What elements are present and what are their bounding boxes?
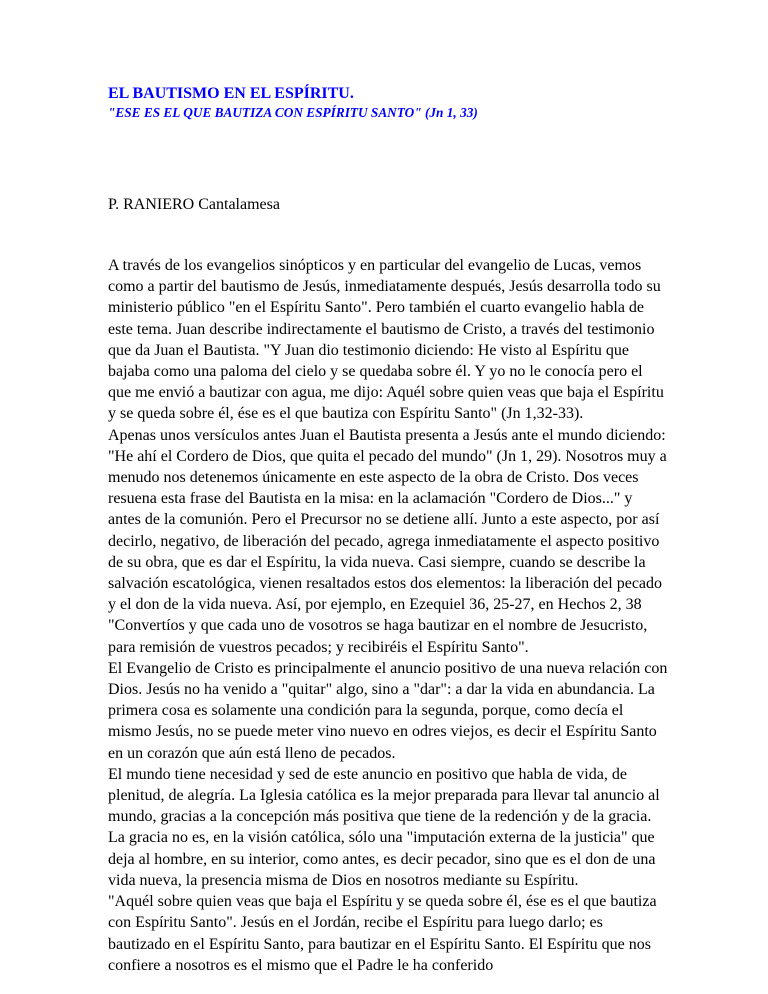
document-body xyxy=(108,255,668,976)
document-subtitle: "ESE ES EL QUE BAUTIZA CON ESPÍRITU SANTO" (Jn 1, 33) xyxy=(108,105,478,120)
document-title: EL BAUTISMO EN EL ESPÍRITU. xyxy=(108,85,354,102)
paragraph: "Aquél sobre quien veas que baja el Espíritu y se queda sobre él, ése es el que bautiza con Espíritu Santo". Jesús en el Jordán, recibe el Espíritu para luego darlo; es bautizado en el Espíritu Santo, para bautizar en el Espíritu Santo. El Espíritu que nos confiere a nosotros es el mismo que el Padre le ha conferido xyxy=(108,893,657,974)
document-page xyxy=(108,84,668,974)
paragraph: El mundo tiene necesidad y sed de este anuncio en positivo que habla de vida, de plenitud, de alegría. La Iglesia católica es la mejor preparada para llevar tal anuncio al mundo, gracias a la concepción más positiva que tiene de la redención y de la gracia. La gracia no es, en la visión católica, sólo una "imputación externa de la justicia" que deja al hombre, en su interior, como antes, es decir pecador, sino que es el don de una vida nueva, la presencia misma de Dios en nosotros mediante su Espíritu. xyxy=(108,765,660,889)
paragraph: Apenas unos versículos antes Juan el Bautista presenta a Jesús ante el mundo diciendo: "He ahí el Cordero de Dios, que quita el pecado del mundo" (Jn 1, 29). Nosotros muy a menudo nos detenemos únicamente en este aspecto de la obra de Cristo. Dos veces resuena esta frase del Bautista en la misa: en la aclamación "Cordero de Dios..." y antes de la comunión. Pero el Precursor no se detiene allí. Junto a este aspecto, por así decirlo, negativo, de liberación del pecado, agrega inmediatamente el aspecto positivo de su obra, que es dar el Espíritu, la vida nueva. Casi siempre, cuando se describe la salvación escatológica, vienen resaltados estos dos elementos: la liberación del pecado y el don de la vida nueva. Así, por ejemplo, en Ezequiel 36, 25-27, en Hechos 2, 38 "Convertíos y que cada uno de vosotros se haga bautizar en el nombre de Jesucristo, para remisión de vuestros pecados; y recibiréis el Espíritu Santo". xyxy=(108,426,667,656)
paragraph: A través de los evangelios sinópticos y en particular del evangelio de Lucas, vemos como a partir del bautismo de Jesús, inmediatamente después, Jesús desarrolla todo su ministerio público "en el Espíritu Santo". Pero también el cuarto evangelio habla de este tema. Juan describe indirectamente el bautismo de Cristo, a través del testimonio que da Juan el Bautista. "Y Juan dio testimonio diciendo: He visto al Espíritu que bajaba como una paloma del cielo y se quedaba sobre él. Y yo no le conocía pero el que me envió a bautizar con agua, me dijo: Aquél sobre quien veas que baja el Espíritu y se queda sobre él, ése es el que bautiza con Espíritu Santo" (Jn 1,32-33). xyxy=(108,257,664,423)
author-line: P. RANIERO Cantalamesa xyxy=(108,196,280,213)
paragraph: El Evangelio de Cristo es principalmente el anuncio positivo de una nueva relación con Dios. Jesús no ha venido a "quitar" algo, sino a "dar": a dar la vida en abundancia. La primera cosa es solamente una condición para la segunda, porque, como decía el mismo Jesús, no se puede meter vino nuevo en odres viejos, es decir el Espíritu Santo en un corazón que aún está lleno de pecados. xyxy=(108,659,668,762)
